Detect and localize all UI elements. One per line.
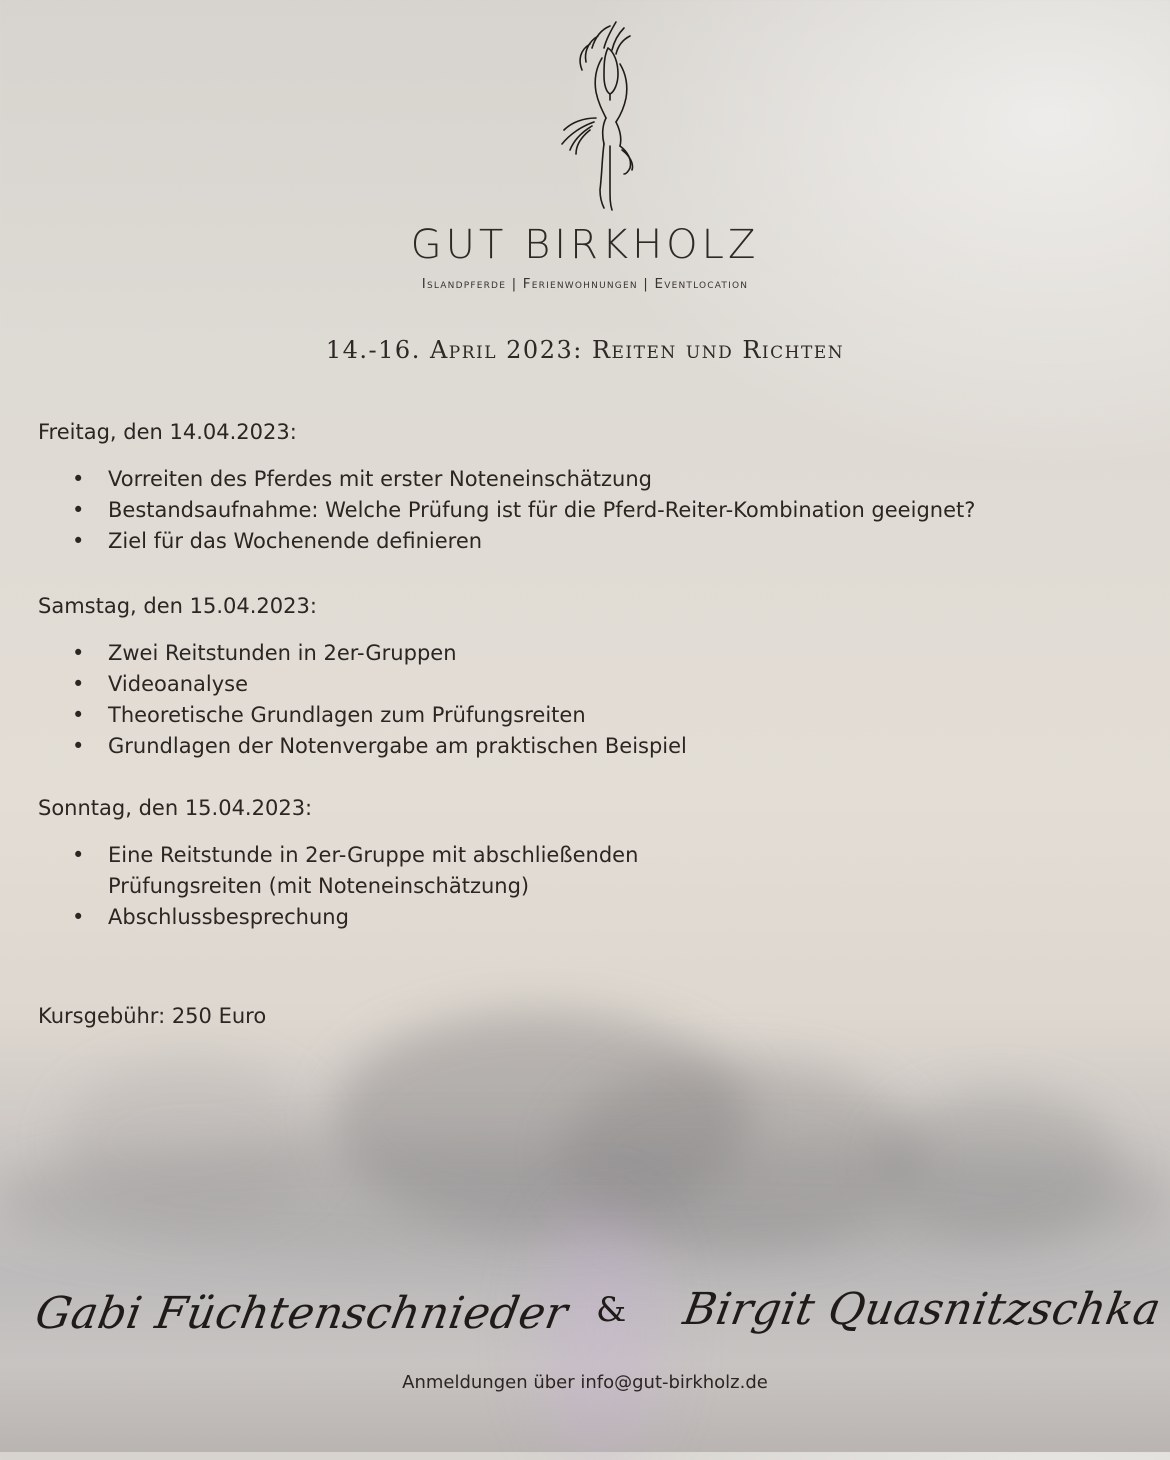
list-item: • Vorreiten des Pferdes mit erster Noteneinschätzung xyxy=(72,467,653,491)
course-fee: Kursgebühr: 250 Euro xyxy=(38,1004,267,1028)
brand-tagline: Islandpferde | Ferienwohnungen | Eventlocation xyxy=(421,276,749,292)
ampersand: & xyxy=(596,1290,627,1330)
registration-info: Anmeldungen über info@gut-birkholz.de xyxy=(402,1372,768,1393)
day-heading-sunday: Sonntag, den 15.04.2023: xyxy=(38,796,313,820)
list-item: • Bestandsaufnahme: Welche Prüfung ist für die Pferd-Reiter-Kombination geeignet? xyxy=(72,498,976,522)
list-item: • Abschlussbesprechung xyxy=(72,905,349,929)
list-item: • Zwei Reitstunden in 2er-Gruppen xyxy=(72,641,457,665)
saturday-list xyxy=(60,638,687,762)
day-heading-saturday: Samstag, den 15.04.2023: xyxy=(38,594,317,618)
signature-birgit: Birgit Quasnitzschka xyxy=(679,1284,1165,1335)
signature-gabi: Gabi Füchtenschnieder xyxy=(31,1288,572,1339)
sunday-list xyxy=(60,840,638,933)
list-item: • Ziel für das Wochenende definieren xyxy=(72,529,483,553)
friday-list xyxy=(60,464,975,557)
list-item: • Theoretische Grundlagen zum Prüfungsreiten xyxy=(72,703,586,727)
list-item: • Grundlagen der Notenvergabe am praktischen Beispiel xyxy=(72,734,687,758)
horse-icon xyxy=(540,18,670,218)
list-item: • Videoanalyse xyxy=(72,672,249,696)
event-title: 14.-16. April 2023: Reiten und Richten xyxy=(325,336,845,364)
day-heading-friday: Freitag, den 14.04.2023: xyxy=(38,420,297,444)
brand-name: GUT BIRKHOLZ xyxy=(410,222,760,268)
list-item: • Eine Reitstunde in 2er-Gruppe mit abschließenden Prüfungsreiten (mit Noteneinschätzung) xyxy=(72,843,639,898)
